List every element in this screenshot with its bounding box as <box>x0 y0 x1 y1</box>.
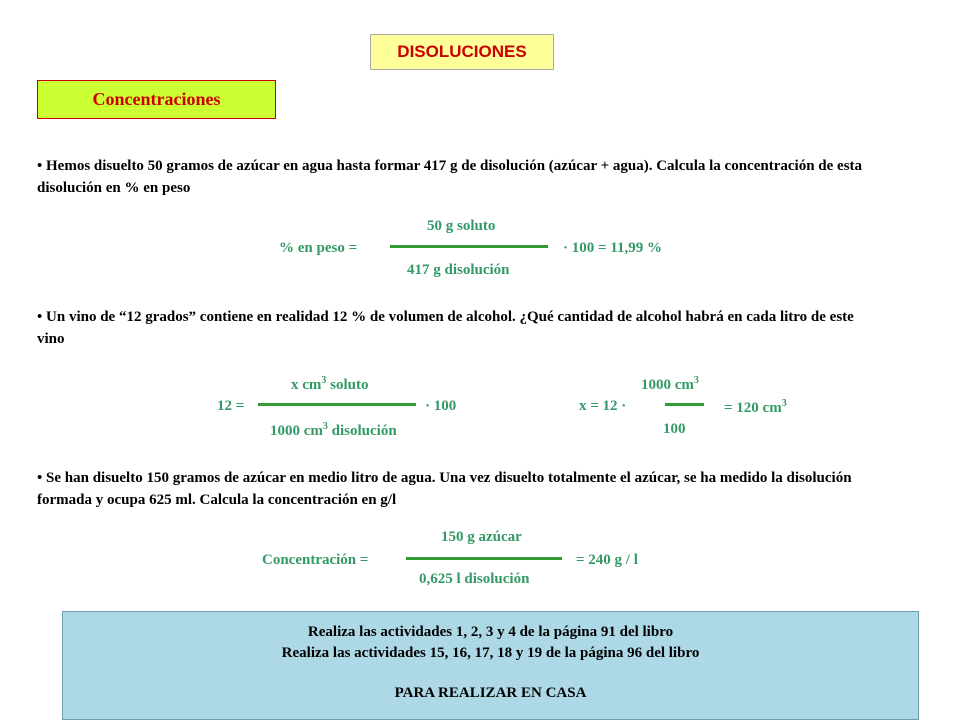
bullet-icon: • <box>37 158 43 174</box>
p1-rhs: · 100 = 11,99 % <box>563 240 662 256</box>
problem-1-statement <box>37 155 867 199</box>
activities-line-2: Realiza las actividades 15, 16, 17, 18 y 19 de la página 96 del libro <box>281 645 700 661</box>
p3-fraction-line <box>406 557 562 560</box>
problem-2-text: Un vino de “12 grados” contiene en realidad 12 % de volumen de alcohol. ¿Qué cantidad de alcohol habrá en cada litro de este vino <box>37 309 854 347</box>
p2-eq2-numerator: 1000 $cm^3$ <box>641 375 699 393</box>
p2-eq2-rhs: = 120 $cm^3$ <box>724 398 787 416</box>
p1-lhs: % en peso = <box>279 240 358 256</box>
p2-eq2-lhs: x = 12 · <box>579 398 627 414</box>
activities-line-1: Realiza las actividades 1, 2, 3 y 4 de la página 91 del libro <box>307 624 674 640</box>
p1-fraction-line <box>390 245 548 248</box>
p2-eq1-fraction-line <box>258 403 416 406</box>
page-title: DISOLUCIONES <box>370 34 554 70</box>
activities-homework: PARA REALIZAR EN CASA <box>394 685 587 701</box>
bullet-icon: • <box>37 470 43 486</box>
p2-eq2-fraction-line <box>665 403 704 406</box>
p2-eq1-rhs: · 100 <box>425 398 457 414</box>
p3-lhs: Concentración = <box>262 552 369 568</box>
problem-1-text: Hemos disuelto 50 gramos de azúcar en agua hasta formar 417 g de disolución (azúcar + agua). Calcula la concentración de esta disolución en % en peso <box>37 158 863 196</box>
p1-numerator: 50 g soluto <box>427 218 496 234</box>
p2-eq1-denominator: 1000 $cm^3$ disolución <box>270 421 397 439</box>
p3-denominator: 0,625 l disolución <box>419 571 530 587</box>
section-title: Concentraciones <box>37 80 276 119</box>
p2-eq1-lhs: 12 = <box>217 398 245 414</box>
p2-eq2-denominator: 100 <box>663 421 686 437</box>
problem-2-statement <box>37 306 867 350</box>
problem-3-statement <box>37 467 867 511</box>
problem-3-text: Se han disuelto 150 gramos de azúcar en medio litro de agua. Una vez disuelto totalmente el azúcar, se ha medido la disolución formada y ocupa 625 ml. Calcula la concentración en g/l <box>37 470 852 508</box>
p2-eq1-numerator: x $cm^3$ soluto <box>291 375 369 393</box>
activities-box <box>62 611 919 720</box>
bullet-icon: • <box>37 309 43 325</box>
p3-numerator: 150 g azúcar <box>441 529 522 545</box>
p3-rhs: = 240 g / l <box>576 552 638 568</box>
p1-denominator: 417 g disolución <box>407 262 510 278</box>
